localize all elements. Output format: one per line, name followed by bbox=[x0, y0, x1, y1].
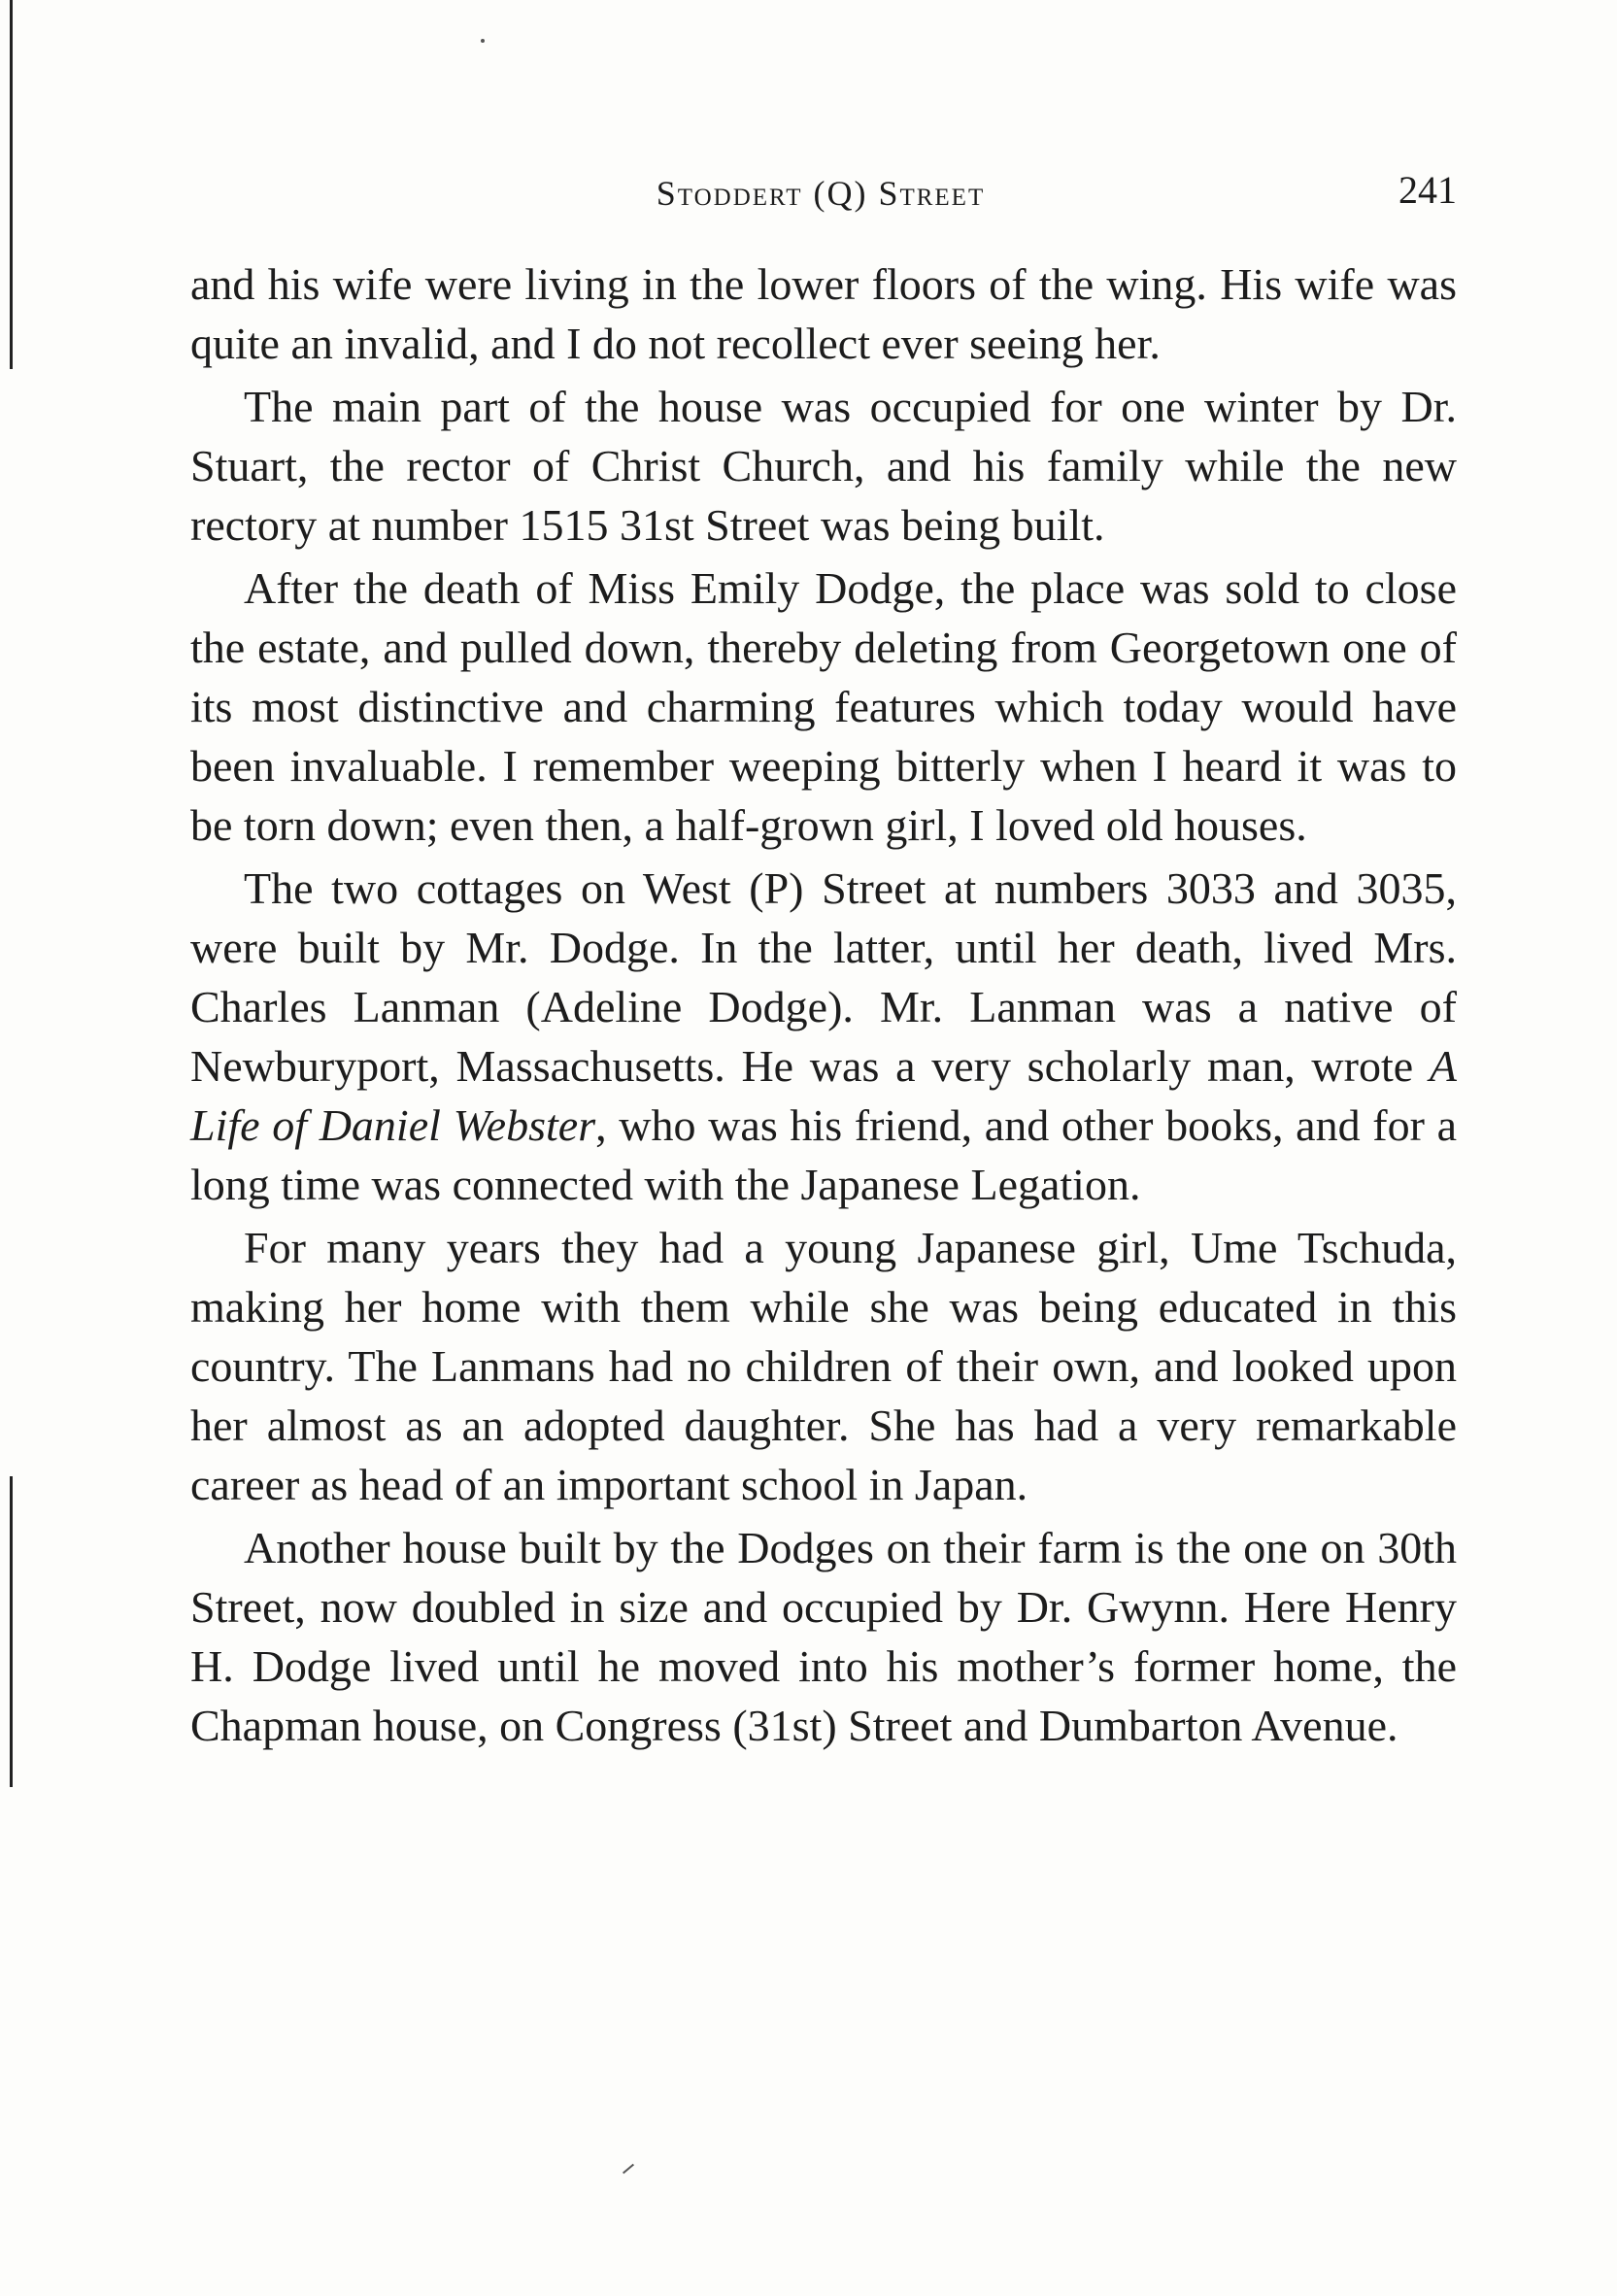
paragraph-text: The two cottages on West (P) Street at numbers 3033 and 3035, were built by Mr. Dodge. In the latter, until her death, lived Mrs. Charles Lanman (Adeline Dodge). Mr. Lanman was a native of Newburyport, Massachusetts. He was a very scholarly man, wrote bbox=[190, 863, 1457, 1091]
book-title: A Life of Daniel Webster bbox=[190, 1041, 1457, 1150]
binding-edge-line bbox=[10, 1476, 13, 1787]
paragraph: Another house built by the Dodges on their farm is the one on 30th Street, now doubled in size and occupied by Dr. Gwynn. Here Henry H. Dodge lived until he moved into his mother’s former home, the Chapman house, on Congress (31st) Street and Dumbarton Avenue. bbox=[190, 1523, 1457, 1750]
print-speck bbox=[623, 2164, 634, 2175]
running-head: Stoddert (Q) Street bbox=[656, 174, 986, 213]
paragraph: For many years they had a young Japanese girl, Ume Tschuda, making her home with them while she was being educated in this country. The Lanmans had no children of their own, and looked upon her almost as an adopted daughter. She has had a very remarkable career as head of an important school in Japan. bbox=[190, 1223, 1457, 1509]
paragraph-text: , who was his friend, and other books, and for a long time was connected with the Japanese Legation. bbox=[190, 1100, 1458, 1209]
binding-edge-line bbox=[10, 0, 13, 369]
paragraph: After the death of Miss Emily Dodge, the place was sold to close the estate, and pulled down, thereby deleting from Georgetown one of its most distinctive and charming features which today would have been invaluable. I remember weeping bitterly when I heard it was to be torn down; even then, a half-grown girl, I loved old houses. bbox=[190, 563, 1457, 850]
print-speck bbox=[481, 39, 485, 43]
body-text bbox=[190, 254, 1457, 1759]
paragraph: and his wife were living in the lower floors of the wing. His wife was quite an invalid, and I do not recollect ever seeing her. bbox=[190, 259, 1457, 368]
page-header bbox=[185, 165, 1457, 223]
paragraph bbox=[190, 859, 1457, 1214]
paragraph: The main part of the house was occupied for one winter by Dr. Stuart, the rector of Christ Church, and his family while the new rectory at number 1515 31st Street was being built. bbox=[190, 382, 1457, 550]
page-number: 241 bbox=[1398, 168, 1457, 212]
